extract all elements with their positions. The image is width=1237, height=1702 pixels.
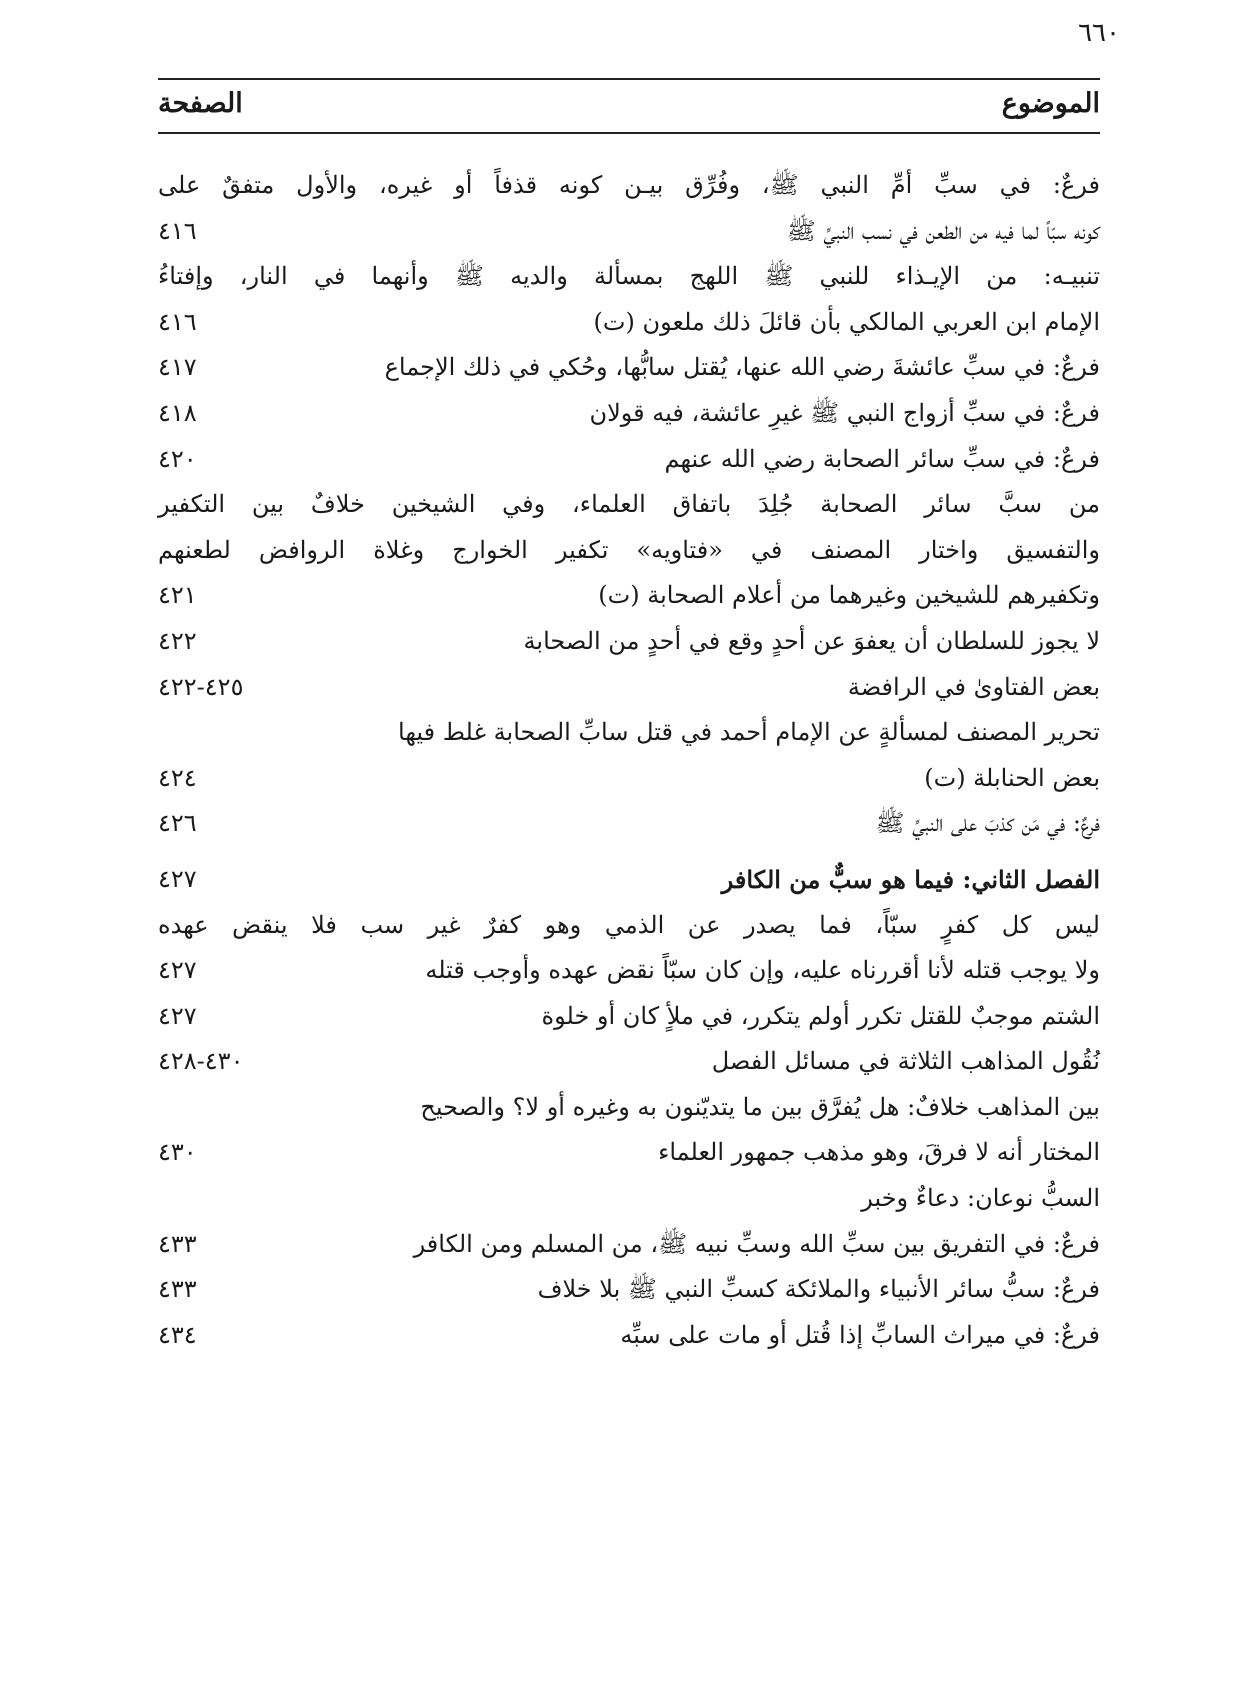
toc-entry-page: ٤٢٧ [158,864,197,893]
toc-entry-page: ٤٣٣ [158,1229,197,1258]
toc-entry [158,345,1100,391]
toc-entry-page: ٤٣٠-٤٢٨ [158,1047,244,1076]
toc-entry-text: والتفسيق واختار المصنف في «فتاويه» تكفير الخوارج وغلاة الروافض لطعنهم [158,535,1100,564]
table-of-contents [158,163,1100,1358]
toc-entry-text: فرعٌ: في سبِّ سائر الصحابة رضي الله عنهم [664,444,1100,473]
toc-entry [158,1085,1100,1131]
page-number: ٦٦٠ [1078,18,1120,48]
toc-entry-page: ٤٣٤ [158,1320,197,1349]
toc-entry [158,482,1100,528]
toc-entry-text: فرعٌ: في مَن كذبَ على النبيِّ ﷺ [875,809,1100,838]
toc-entry-text: ليس كل كفرٍ سبّاً، فما يصدر عن الذمي وهو كفرٌ غير سب فلا ينقض عهده [158,910,1100,939]
table-header [158,78,1100,134]
toc-entry-text: نُقُول المذاهب الثلاثة في مسائل الفصل [711,1047,1100,1076]
toc-entry-text: فرعٌ: في سبِّ عائشةَ رضي الله عنها، يُقتل سابُّها، وحُكي في ذلك الإجماع [384,353,1100,382]
toc-entry [158,209,1100,255]
toc-entry [158,857,1100,903]
toc-entry [158,1313,1100,1359]
toc-entry-text: فرعٌ: في ميراث السابِّ إذا قُتل أو مات على سبِّه [620,1320,1100,1349]
toc-entry-text: كونه سبّاً لما فيه من الطعن في نسب النبيِّ ﷺ [786,216,1100,245]
toc-entry-page: ٤٢٢ [158,626,197,655]
toc-entry [158,391,1100,437]
toc-entry-text: تنبيـه: من الإيـذاء للنبي ﷺ اللهج بمسألة والديه ﷺ وأنهما في النار، وإفتاءُ [158,262,1100,291]
toc-entry [158,903,1100,949]
toc-entry-text: فرعٌ: سبُّ سائر الأنبياء والملائكة كسبِّ النبي ﷺ بلا خلاف [537,1275,1100,1304]
toc-entry-page: ٤٢٦ [158,809,197,838]
toc-entry-page: ٤٢٠ [158,444,197,473]
toc-entry-text: بين المذاهب خلافٌ: هل يُفرَّق بين ما يتديّنون به وغيره أو لا؟ والصحيح [420,1092,1100,1121]
toc-entry-text: تحرير المصنف لمسألةٍ عن الإمام أحمد في قتل سابِّ الصحابة غلط فيها [398,718,1100,747]
toc-entry-text: ولا يوجب قتله لأنا أقررناه عليه، وإن كان سبّاً نقض عهده وأوجب قتله [425,956,1100,985]
toc-entry-page: ٤٣٠ [158,1138,197,1167]
toc-entry-page: ٤٢٤ [158,763,197,792]
toc-entry-page: ٤١٦ [158,307,197,336]
toc-entry [158,801,1100,847]
toc-entry-text: فرعٌ: في سبِّ أمِّ النبي ﷺ، وفُرِّق بيـن كونه قذفاً أو غيره، والأول متفقٌ على [158,171,1100,199]
toc-entry-text: وتكفيرهم للشيخين وغيرهما من أعلام الصحابة (ت) [598,581,1100,610]
toc-entry [158,1176,1100,1222]
toc-entry-page: ٤١٨ [158,398,197,427]
toc-entry-text: بعض الفتاوىٰ في الرافضة [847,672,1100,701]
toc-entry-text: الشتم موجبٌ للقتل تكرر أولم يتكرر، في ملأٍ كان أو خلوة [541,1001,1100,1030]
toc-entry [158,994,1100,1040]
toc-entry-page: ٤٣٣ [158,1275,197,1304]
toc-entry [158,665,1100,711]
toc-entry [158,1130,1100,1176]
toc-entry [158,300,1100,346]
toc-entry [158,1039,1100,1085]
toc-entry-text: لا يجوز للسلطان أن يعفوَ عن أحدٍ وقع في أحدٍ من الصحابة [523,626,1100,655]
toc-entry [158,756,1100,802]
toc-entry-text: الفصل الثاني: فيما هو سبٌّ من الكافر [721,864,1100,894]
toc-entry [158,528,1100,574]
toc-entry-page: ٤٢٧ [158,956,197,985]
toc-entry-page: ٤١٦ [158,216,197,245]
toc-entry-text: فرعٌ: في التفريق بين سبِّ الله وسبِّ نبيه ﷺ، من المسلم ومن الكافر [413,1229,1100,1258]
toc-entry [158,710,1100,756]
toc-entry-page: ٤١٧ [158,353,197,382]
toc-entry-text: من سبَّ سائر الصحابة جُلِدَ باتفاق العلماء، وفي الشيخين خلافٌ بين التكفير [158,490,1100,519]
toc-entry-page: ٤٢٧ [158,1001,197,1030]
toc-entry [158,948,1100,994]
toc-entry-text: فرعٌ: في سبِّ أزواج النبي ﷺ غيرِ عائشة، فيه قولان [589,398,1100,427]
toc-entry [158,163,1100,209]
page-column-header: الصفحة [158,88,243,119]
toc-entry [158,437,1100,483]
toc-entry-page: ٤٢٥-٤٢٢ [158,672,244,701]
topic-column-header: الموضوع [1001,88,1100,119]
toc-entry-text: الإمام ابن العربي المالكي بأن قائلَ ذلك ملعون (ت) [593,307,1100,336]
toc-entry [158,573,1100,619]
toc-entry-page: ٤٢١ [158,581,197,610]
toc-entry-text: بعض الحنابلة (ت) [924,763,1100,792]
toc-entry [158,254,1100,300]
toc-entry [158,1267,1100,1313]
toc-entry [158,1222,1100,1268]
toc-entry [158,619,1100,665]
toc-entry-text: السبُّ نوعان: دعاءٌ وخبر [861,1184,1100,1213]
toc-entry-text: المختار أنه لا فرقَ، وهو مذهب جمهور العلماء [658,1138,1100,1167]
